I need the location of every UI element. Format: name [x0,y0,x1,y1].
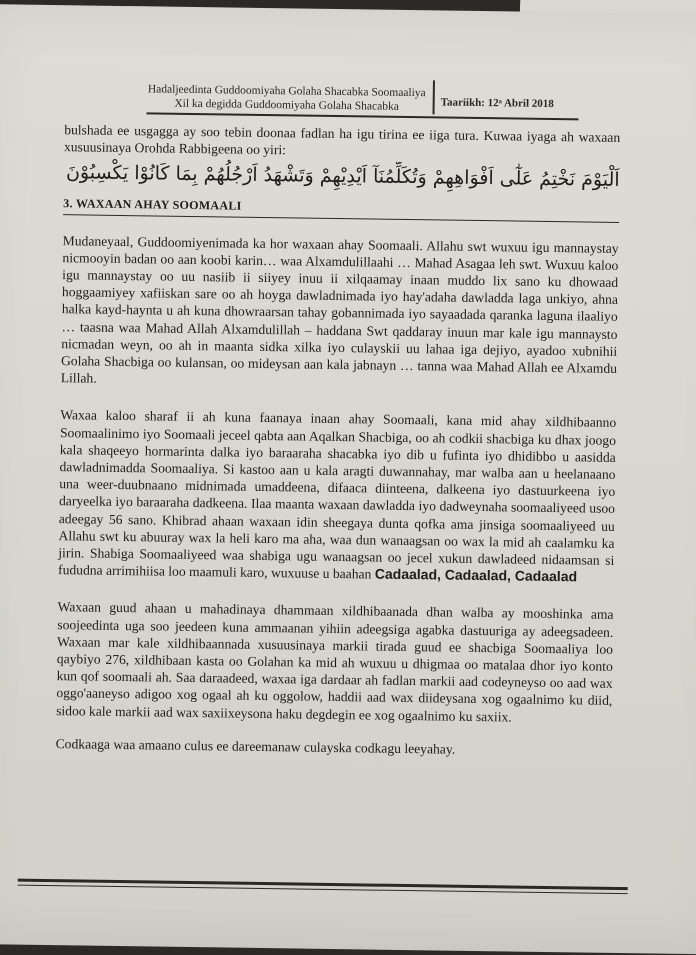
section-heading: 3. WAXAAN AHAY SOOMAALI [63,196,619,223]
header-date: Taariikh: 12ᵃ Abril 2018 [440,96,554,111]
header-titles [147,82,427,114]
header-title-line1: Hadaljeedinta Guddoomiyaha Golaha Shacabka Soomaaliya [147,83,426,100]
document-body [56,121,621,760]
paragraph-3: Waxaan guud ahaan u mahadinaya dhammaan xildhibaanada dhan walba ay mooshinka ama soojeedinta uga soo jeedeen kuna ammaanan yihiin adeegsiga agabka dastuuriga ay adeegsadeen. Waxaan mar kale xildhibaannada xusuusinaya markii tirada guud ee shacbiga Soomaaliya loo qaybiyo 276, xildhibaan kasta oo Golahan ka mid ah wuxuu u dhigmaa oo matalaa dhor iyo konto kun qof soomaali ah. Saa daraadeed, waxaa iga dardaar ah fadlan markii aad codeyneyso oo aad wax oggo'aaneyso adigoo xog ogaal ah ku oggolow, haddii aad wax diideysana xog ogaalnimo ku diid, sidoo kale markii aad wax saxiixeysona haku degdegin ee xog ogaalnimo ku saxiix. [56,599,614,725]
paragraph-2 [58,407,616,587]
quran-verse: اَلْيَوْمَ نَخْتِمُ عَلٰٓى اَفْوَاهِهِمْ وَتُكَلِّمُنَآ اَيْدِيْهِمْ وَتَشْهَدُ اَرْجُلُهُمْ بِمَا كَانُوْا يَكْسِبُوْنَ [65,161,620,192]
closing-line: Codkaaga waa amaano culus ee dareemanaw culayska codkagu leeyahay. [55,736,456,757]
paragraph-1: Mudaneyaal, Guddoomiyenimada ka hor waxaan ahay Soomaali. Allahu swt wuxuu igu mannaystay nicmooyin badan oo aan koobi karin… waa Alxamdulillaahi … Mahad Asagaa leh swt. Wuxuu kaloo igu mannaystay oo uu nasiib ii siiyey inuu ii xilqaamay inaan muddo lix sano ku dhowaad hoggaamiyey xafiiskan sare oo ah hoyga dawladnimada iyo hay'adaha dawladda laga unkiyo, ahna halka kayd-haynta u ah kuna dhowraarsan tahay gobannimada iyo sayaadada qaranka laguna ilaaliyo … taasna waa Mahad Allah Alxamdulillah – haddana Swt qaddaray inuun mar kale igu mannaysto nicmadan weyn, oo ah in maanta sidka xilka iyo culayskii uu lahaa iga dejiyo, ayadoo xubnihii Golaha Shacbiga oo kulansan, oo mideysan aan kala jabnayn … tanna waa Mahad Allah ee Alxamdu Lillah. [60,232,619,386]
header-divider [433,80,435,114]
document-page [0,4,696,955]
paragraph-2-text: Waxaa kaloo sharaf ii ah kuna faanaya inaan ahay Soomaali, kana mid ahay xildhibaanno Soomaalinimo iyo Soomaali jeceel qabta aan Aqalkan Shacbiga, oo ah codkii shacbiga ku dhax joogo kala shaqeeyo hormarinta dalka iyo baraaraha shacabka iyo dib u fufinta iyo dhidibbo u aasidda dawladnimadda Soomaaliya. Si kastoo aan u kala aragti duwannahay, mar walba aan u heelanaano una weer-duubnaano midnimada umaddeena, difaaca diinteena, dalkeena iyo dastuurkeena iyo daryeelka iyo baraaraha dadkeena. Ilaa maanta waxaan dawladda iyo dadweynaha soomaaliyeed usoo adeegay 56 sano. Khibrad ahaan waxaan idin sheegaya dunta qofka ama jinsiga soomaaliyeed uu Allahu swt ku abuuray wax la heli karo ma aha, waa dun wanaagsan oo wax la mid ah caalamku ka jirin. Shabiga Soomaaliyeed waa shabiga ugu wanaagsan oo jecel xukun dawladeed nidaamsan si fududna arrimihiisa loo maamuli karo, wuxuuse u baahan [58,407,617,582]
intro-paragraph: bulshada ee usgagga ay soo tebin doonaa fadlan ha igu tirina ee iiga tura. Kuwaa iyaga ah waxaan xusuusinaya Orohda Rabbigeena oo yiri: [63,122,621,158]
header-title-line2: Xil ka degidda Guddoomiyaha Golaha Shacabka [174,97,399,113]
emphasis-text: Cadaalad, Cadaalad, Cadaalad [374,565,578,585]
